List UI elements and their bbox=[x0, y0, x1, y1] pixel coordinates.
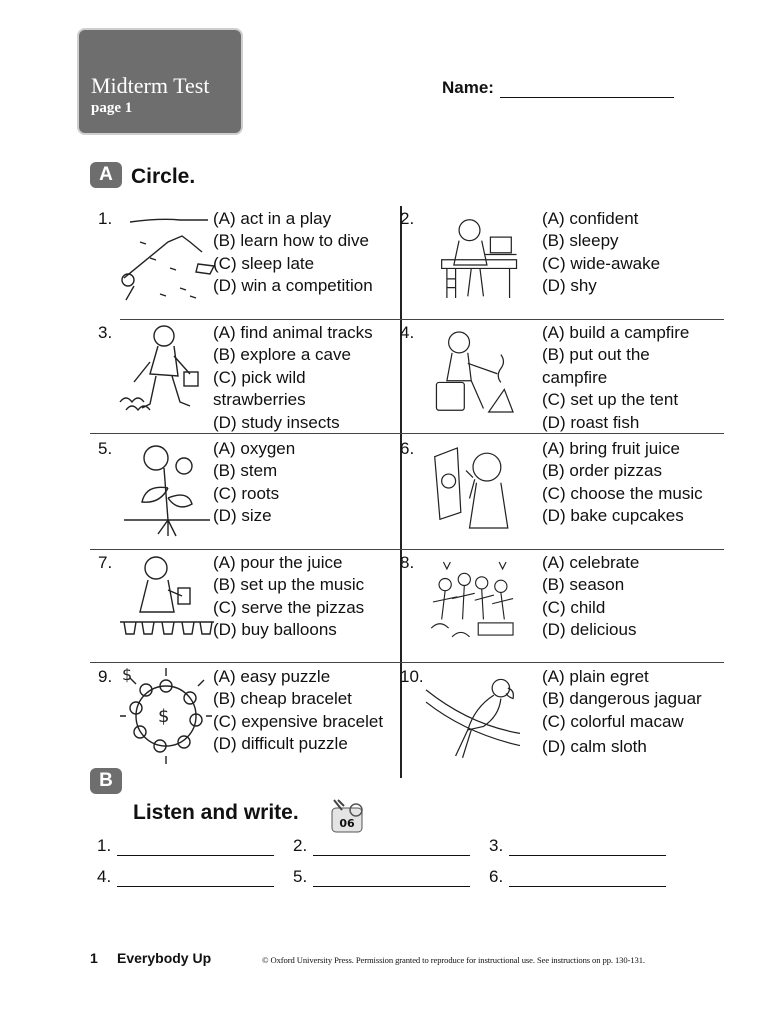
answer-option[interactable]: (B) cheap bracelet bbox=[213, 689, 352, 709]
listen-row-2 bbox=[97, 867, 685, 887]
answer-option[interactable]: (D) roast fish bbox=[542, 412, 640, 432]
question-1 bbox=[90, 206, 407, 320]
question-number: 5. bbox=[98, 439, 113, 458]
answer-option[interactable]: (A) act in a play bbox=[213, 209, 332, 228]
question-7 bbox=[90, 550, 407, 664]
listen-item-number: 2. bbox=[293, 836, 308, 855]
answer-option[interactable]: (A) oxygen bbox=[213, 439, 296, 458]
listen-row-1 bbox=[97, 836, 685, 856]
answer-blank[interactable] bbox=[117, 873, 274, 887]
macaw-parrot-illustration bbox=[426, 666, 520, 766]
section-b-badge: B bbox=[90, 768, 122, 794]
answer-option[interactable]: (B) sleepy bbox=[542, 231, 619, 251]
answer-option[interactable]: (A) plain egret bbox=[542, 667, 649, 686]
test-title: Midterm Test bbox=[91, 73, 210, 98]
answer-option[interactable]: (C) expensive bracelet bbox=[213, 711, 384, 731]
footer-brand: Everybody Up bbox=[117, 950, 212, 966]
answer-option[interactable]: (D) calm sloth bbox=[542, 737, 647, 757]
question-2 bbox=[400, 206, 717, 320]
answer-blank[interactable] bbox=[313, 842, 470, 856]
answer-option[interactable]: (C) child bbox=[542, 597, 606, 617]
answer-options bbox=[542, 552, 742, 642]
party-celebration-illustration bbox=[426, 552, 520, 652]
answer-option[interactable]: (C) colorful macaw bbox=[542, 711, 684, 731]
answer-option[interactable]: (B) season bbox=[542, 575, 625, 595]
audio-track-icon[interactable] bbox=[328, 798, 366, 834]
answer-option[interactable]: (C) choose the music bbox=[542, 483, 703, 503]
answer-options bbox=[213, 208, 413, 298]
answer-option[interactable]: (C) roots bbox=[213, 483, 280, 503]
answer-option[interactable]: (A) build a campfire bbox=[542, 323, 690, 342]
flower-plant-illustration bbox=[120, 438, 214, 538]
listen-item[interactable] bbox=[293, 867, 489, 887]
section-a-badge: A bbox=[90, 162, 122, 188]
answer-option[interactable]: (B) explore a cave bbox=[213, 345, 351, 365]
name-field[interactable] bbox=[442, 78, 674, 98]
girl-pouring-juice-illustration bbox=[120, 552, 214, 652]
answer-options bbox=[542, 322, 742, 434]
question-number: 8. bbox=[400, 553, 415, 572]
answer-option[interactable]: (C) sleep late bbox=[213, 253, 315, 273]
answer-blank[interactable] bbox=[313, 873, 470, 887]
answer-options bbox=[213, 552, 413, 642]
question-4 bbox=[400, 320, 717, 434]
boy-roasting-at-campfire-illustration bbox=[426, 322, 520, 422]
answer-option[interactable]: (D) shy bbox=[542, 276, 597, 296]
answer-option[interactable]: (B) stem bbox=[213, 461, 278, 481]
listen-item-number: 6. bbox=[489, 867, 504, 886]
answer-option[interactable]: (D) size bbox=[213, 506, 272, 526]
question-9 bbox=[90, 664, 407, 778]
test-page-label: page 1 bbox=[91, 100, 133, 116]
question-number: 6. bbox=[400, 439, 415, 458]
question-number: 9. bbox=[98, 667, 113, 686]
answer-option[interactable]: (B) learn how to dive bbox=[213, 231, 369, 251]
answer-option[interactable]: (A) confident bbox=[542, 209, 639, 228]
question-8 bbox=[400, 550, 717, 664]
answer-option[interactable]: (C) pick wild strawberries bbox=[213, 367, 306, 410]
answer-option[interactable]: (A) bring fruit juice bbox=[542, 439, 680, 458]
girl-picking-berries-illustration bbox=[120, 322, 214, 422]
answer-option[interactable]: (B) put out the campfire bbox=[542, 345, 650, 387]
answer-option[interactable]: (B) dangerous jaguar bbox=[542, 689, 702, 709]
answer-blank[interactable] bbox=[509, 873, 666, 887]
answer-option[interactable]: (C) wide-awake bbox=[542, 253, 661, 273]
svg-text:$: $ bbox=[158, 706, 170, 727]
answer-options bbox=[542, 438, 742, 528]
answer-blank[interactable] bbox=[117, 842, 274, 856]
name-label: Name: bbox=[442, 78, 494, 97]
question-number: 1. bbox=[98, 209, 113, 228]
footer-copyright: © Oxford University Press. Permission granted to reproduce for instructional use. See instructions on pp. 130-131. bbox=[262, 955, 645, 965]
question-number: 7. bbox=[98, 553, 113, 572]
expensive-bracelet-illustration bbox=[120, 666, 214, 766]
answer-options bbox=[213, 322, 413, 434]
answer-options bbox=[213, 666, 413, 756]
answer-options bbox=[542, 666, 742, 759]
answer-option[interactable]: (B) order pizzas bbox=[542, 461, 662, 481]
listen-item-number: 1. bbox=[97, 836, 112, 855]
answer-option[interactable]: (A) easy puzzle bbox=[213, 667, 331, 686]
answer-option[interactable]: (D) win a competition bbox=[213, 276, 373, 296]
question-number: 3. bbox=[98, 323, 113, 342]
name-blank-line[interactable] bbox=[500, 82, 674, 98]
listen-item[interactable] bbox=[293, 836, 489, 856]
listen-item[interactable] bbox=[97, 836, 293, 856]
section-b-title: Listen and write. bbox=[133, 801, 299, 824]
answer-option[interactable]: (D) study insects bbox=[213, 412, 340, 432]
question-3 bbox=[90, 320, 407, 434]
sleepy-student-illustration bbox=[426, 208, 520, 308]
question-number: 10. bbox=[400, 667, 424, 686]
boy-ordering-pizza-illustration bbox=[426, 438, 520, 538]
question-number: 4. bbox=[400, 323, 415, 342]
audio-track-number: 06 bbox=[339, 817, 355, 830]
answer-options bbox=[542, 208, 742, 298]
listen-item[interactable] bbox=[489, 867, 685, 887]
listen-item-number: 3. bbox=[489, 836, 504, 855]
diver-illustration bbox=[120, 208, 214, 308]
answer-option[interactable]: (D) delicious bbox=[542, 620, 637, 640]
question-number: 2. bbox=[400, 209, 415, 228]
answer-option[interactable]: (D) difficult puzzle bbox=[213, 734, 348, 754]
question-6 bbox=[400, 436, 717, 550]
answer-options bbox=[213, 438, 413, 528]
svg-text:$: $ bbox=[122, 665, 133, 684]
listen-item-number: 4. bbox=[97, 867, 112, 886]
answer-option[interactable]: (B) set up the music bbox=[213, 575, 365, 595]
answer-option[interactable]: (A) find animal tracks bbox=[213, 323, 373, 342]
section-a-title: Circle. bbox=[131, 165, 196, 188]
question-10 bbox=[400, 664, 717, 778]
answer-option[interactable]: (C) set up the tent bbox=[542, 390, 679, 410]
answer-option[interactable]: (D) bake cupcakes bbox=[542, 506, 684, 526]
test-header-box bbox=[77, 28, 243, 135]
answer-option[interactable]: (D) buy balloons bbox=[213, 620, 337, 640]
question-5 bbox=[90, 436, 407, 550]
answer-blank[interactable] bbox=[509, 842, 666, 856]
listen-item-number: 5. bbox=[293, 867, 308, 886]
listen-item[interactable] bbox=[97, 867, 293, 887]
footer-page-number: 1 bbox=[90, 950, 98, 966]
question-grid bbox=[90, 206, 724, 778]
listen-item[interactable] bbox=[489, 836, 685, 856]
answer-option[interactable]: (A) celebrate bbox=[542, 553, 640, 572]
answer-option[interactable]: (A) pour the juice bbox=[213, 553, 343, 572]
answer-option[interactable]: (C) serve the pizzas bbox=[213, 597, 365, 617]
